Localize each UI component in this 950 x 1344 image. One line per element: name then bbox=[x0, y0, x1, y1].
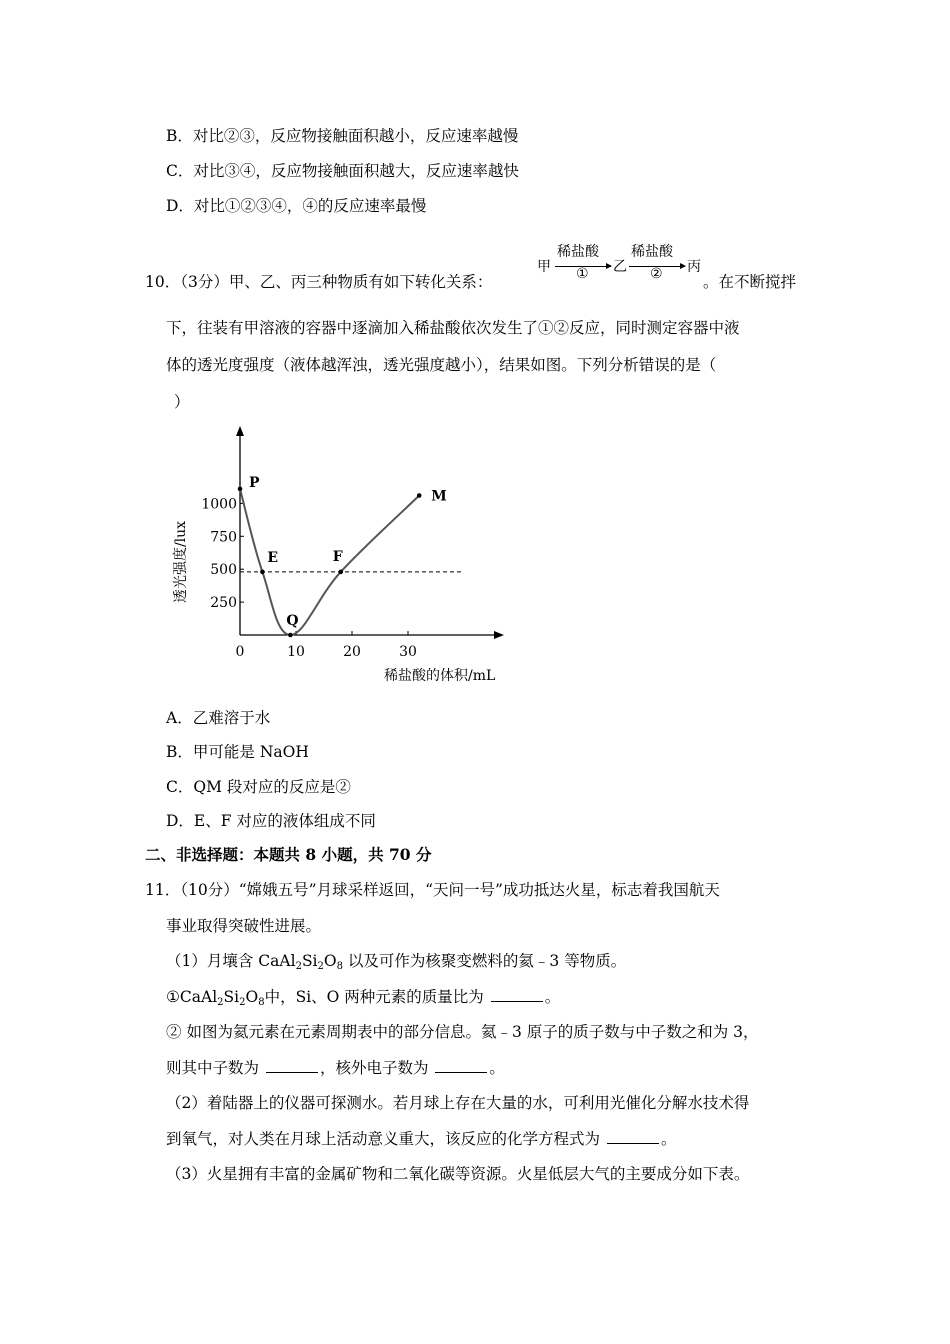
q9-option-b: B．对比②③，反应物接触面积越小，反应速率越慢 bbox=[166, 127, 519, 145]
sub2-text: 如图为氦元素在元素周期表中的部分信息。氦﹣3 原子的质子数与中子数之和为 3， bbox=[181, 1023, 759, 1041]
y-tick-label: 1000 bbox=[201, 496, 237, 513]
reaction-scheme bbox=[537, 241, 709, 291]
x-axis-label: 稀盐酸的体积/mL bbox=[384, 668, 496, 684]
q10-text-before: 甲、乙、丙三种物质有如下转化关系： bbox=[228, 273, 493, 291]
point-m bbox=[417, 493, 422, 498]
q10-option-d: D．E、F 对应的液体组成不同 bbox=[166, 812, 376, 830]
part2-text: 到氧气，对人类在月球上活动意义重大，该反应的化学方程式为 bbox=[166, 1130, 605, 1148]
answer-blank-neutrons[interactable] bbox=[266, 1058, 318, 1073]
q11-sub2-line2 bbox=[166, 1058, 505, 1078]
transmittance-chart bbox=[160, 420, 530, 695]
point-label-q: Q bbox=[286, 613, 299, 629]
x-axis-arrow bbox=[494, 631, 504, 639]
y-tick-label: 250 bbox=[210, 595, 237, 612]
q11-score: （10分） bbox=[180, 881, 239, 899]
y-tick-label: 500 bbox=[210, 562, 237, 579]
scheme-step-1: ① bbox=[576, 266, 589, 282]
q11-sub1 bbox=[166, 987, 560, 1007]
sub1-tag: ① bbox=[166, 988, 180, 1006]
q11-part2-line2 bbox=[166, 1129, 676, 1149]
q10-option-b: B．甲可能是 NaOH bbox=[166, 743, 309, 761]
answer-blank-mass-ratio[interactable] bbox=[491, 987, 543, 1002]
q9-option-d: D．对比①②③④，④的反应速率最慢 bbox=[166, 197, 427, 215]
q10-line1 bbox=[145, 272, 492, 292]
q10-line4: ） bbox=[174, 393, 190, 411]
y-tick-label: 750 bbox=[210, 529, 237, 546]
point-label-e: E bbox=[267, 549, 279, 566]
point-label-m: M bbox=[431, 488, 447, 505]
answer-blank-equation[interactable] bbox=[607, 1129, 659, 1144]
y-axis-label: 透光强度/lux bbox=[173, 520, 189, 604]
scheme-reagent-2: 稀盐酸 bbox=[631, 244, 673, 260]
q10-option-a: A．乙难溶于水 bbox=[166, 709, 271, 727]
q10-score: （3分） bbox=[180, 273, 229, 291]
x-tick-label: 10 bbox=[287, 644, 305, 660]
q10-option-c: C．QM 段对应的反应是② bbox=[166, 778, 351, 796]
q11-line1 bbox=[145, 880, 720, 900]
y-axis-arrow bbox=[236, 426, 244, 436]
sub1-end: 。 bbox=[544, 988, 561, 1006]
formula-caal2si2o8-2: $CaAl_2Si_2O_8$ bbox=[179, 988, 265, 1008]
q11-part1 bbox=[166, 951, 626, 971]
point-f bbox=[339, 570, 344, 575]
scheme-product: 丙 bbox=[687, 259, 701, 275]
scheme-reagent-1: 稀盐酸 bbox=[557, 244, 599, 260]
point-e bbox=[260, 570, 265, 575]
q11-part2-line1: （2）着陆器上的仪器可探测水。若月球上存在大量的水，可利用光催化分解水技术得 bbox=[166, 1094, 750, 1112]
point-label-f: F bbox=[332, 548, 343, 565]
sub2-electron-text: ，核外电子数为 bbox=[319, 1059, 434, 1077]
x-tick-label: 20 bbox=[343, 644, 361, 660]
sub2-tag: ② bbox=[166, 1023, 182, 1041]
q11-number: 11． bbox=[145, 881, 181, 899]
section-2-title: 二、非选择题：本题共 8 小题，共 70 分 bbox=[145, 845, 432, 864]
q11-part1-text-a: （1）月壤含 bbox=[166, 952, 259, 970]
point-q bbox=[288, 633, 293, 638]
formula-caal2si2o8: $CaAl_2Si_2O_8$ bbox=[258, 952, 343, 972]
q11-part1-text-b: 以及可作为核聚变燃料的氦﹣3 等物质。 bbox=[342, 952, 627, 970]
answer-blank-electrons[interactable] bbox=[435, 1058, 487, 1073]
point-p bbox=[238, 487, 243, 492]
q11-text: “嫦娥五号”月球采样返回，“天问一号”成功抵达火星，标志着我国航天 bbox=[238, 881, 720, 899]
q10-line3: 体的透光度强度（液体越浑浊，透光强度越小），结果如图。下列分析错误的是（ bbox=[166, 356, 717, 374]
q11-part3: （3）火星拥有丰富的金属矿物和二氧化碳等资源。火星低层大气的主要成分如下表。 bbox=[166, 1165, 750, 1183]
sub1-text: 中，Si、O 两种元素的质量比为 bbox=[264, 988, 489, 1006]
q9-option-c: C．对比③④，反应物接触面积越大，反应速率越快 bbox=[166, 162, 519, 180]
q10-number: 10． bbox=[145, 273, 181, 291]
point-label-p: P bbox=[249, 474, 260, 491]
part2-end: 。 bbox=[660, 1130, 677, 1148]
q11-line2: 事业取得突破性进展。 bbox=[166, 917, 322, 935]
q10-line2: 下，往装有甲溶液的容器中逐滴加入稀盐酸依次发生了①②反应，同时测定容器中液 bbox=[166, 319, 740, 337]
scheme-intermediate: 乙 bbox=[613, 259, 627, 275]
q11-sub2-line1 bbox=[166, 1022, 759, 1042]
scheme-reactant: 甲 bbox=[537, 259, 551, 275]
sub2-neutron-text: 则其中子数为 bbox=[166, 1059, 264, 1077]
q10-text-after: 。在不断搅拌 bbox=[703, 273, 797, 291]
x-tick-label: 30 bbox=[399, 644, 417, 660]
scheme-step-2: ② bbox=[650, 266, 663, 282]
sub2-end: 。 bbox=[489, 1059, 505, 1077]
x-tick-label: 0 bbox=[235, 644, 245, 660]
